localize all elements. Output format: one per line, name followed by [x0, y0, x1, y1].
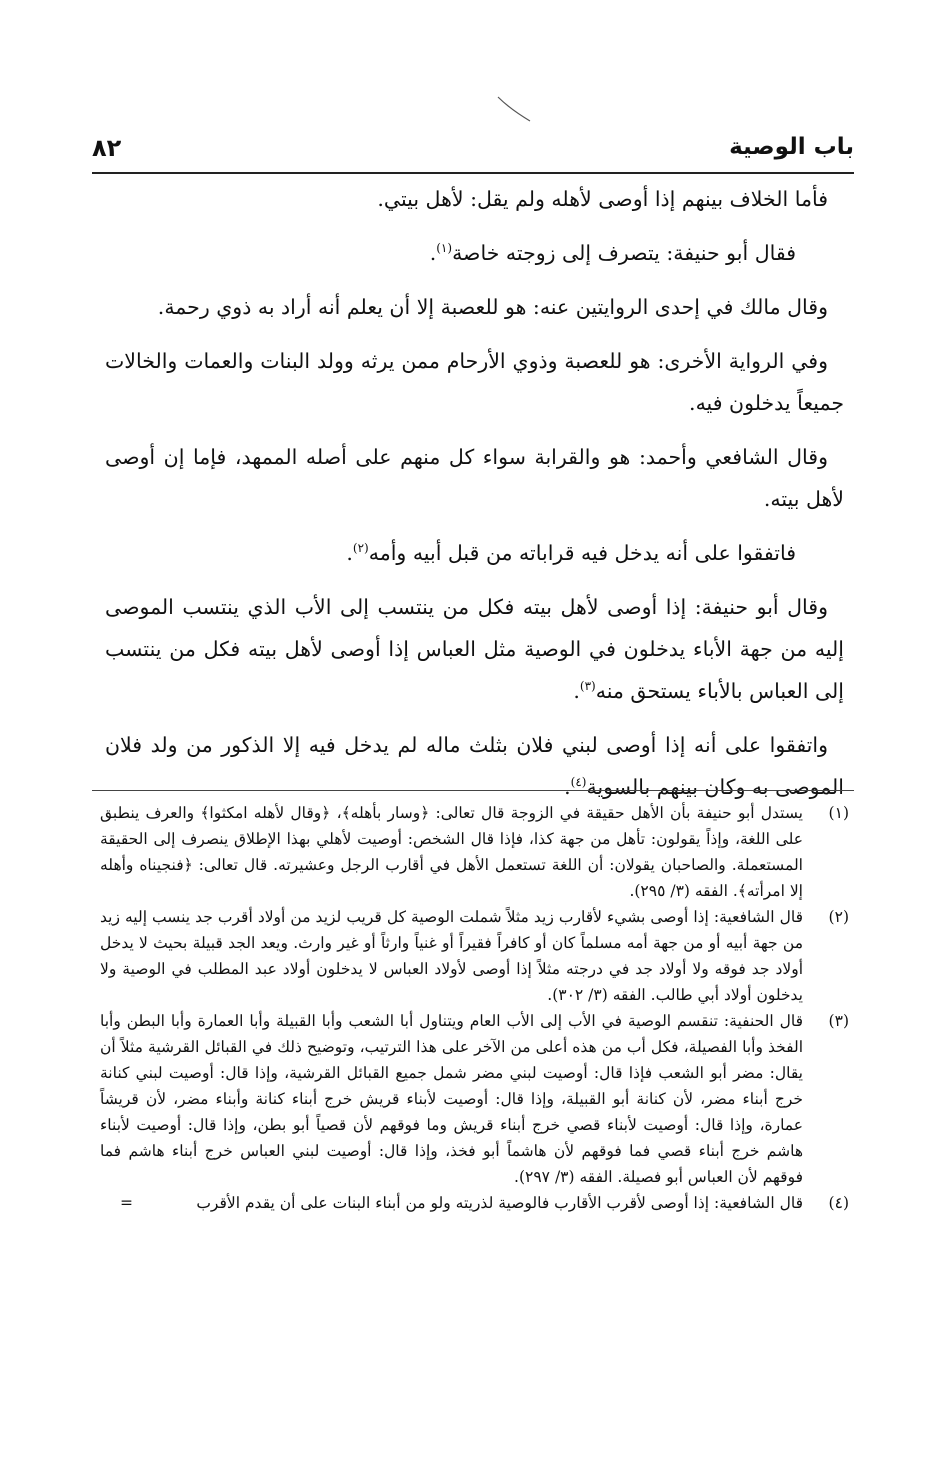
footnote-number: (٣) — [828, 1012, 849, 1030]
footnote-ref: (٤) — [570, 775, 587, 790]
paragraph: وقال الشافعي وأحمد: هو والقرابة سواء كل منهم على أصله الممهد، فإما إن أوصى لأهل بيته. — [105, 445, 844, 511]
footnote — [100, 1190, 849, 1216]
main-text — [105, 178, 844, 820]
footnote — [100, 1008, 849, 1190]
page-number: ٨٢ — [92, 134, 122, 162]
paragraph: فقال أبو حنيفة: يتصرف إلى زوجته خاصة$^{(١)}$. — [429, 241, 796, 265]
paragraph: وقال مالك في إحدى الروايتين عنه: هو للعصبة إلا أن يعلم أنه أراد به ذوي رحمة. — [157, 295, 828, 319]
paragraph: فاتفقوا على أنه يدخل فيه قراباته من قبل أبيه وأمه$^{(٢)}$. — [346, 541, 796, 565]
paragraph: وفي الرواية الأخرى: هو للعصبة وذوي الأرحام ممن يرثه وولد البنات والعمات والخالات جميعاً يدخلون فيه. — [105, 349, 844, 415]
footnote-ref: (٣) — [579, 679, 596, 694]
page-header — [92, 128, 854, 174]
footnote-text: قال الشافعية: إذا أوصى بشيء لأقارب زيد مثلاً شملت الوصية كل قريب لزيد من أولاد أقرب جد ينسب إليه زيد من جهة أبيه أو من جهة أمه مسلماً كان أو كافراً فقيراً أو غنياً وارثاً أو غير وارث. ويعد الجد قبيلة بحيث لا يدخل أولاد جد فوقه ولا أولاد جد في درجته مثلاً إذا أوصى لأولاد العباس لا يدخلون أولاد عبد المطلب في الوصية ولا يدخلون أولاد أبي طالب. الفقه (٣/ ٣٠٢). — [100, 908, 803, 1004]
footnote-ref: (١) — [436, 241, 453, 256]
chapter-title: باب الوصية — [729, 134, 854, 160]
paragraph: فأما الخلاف بينهم إذا أوصى لأهله ولم يقل: لأهل بيتي. — [377, 187, 828, 211]
footnote-number: (٤) — [828, 1194, 849, 1212]
footnote-text: قال الشافعية: إذا أوصى لأقرب الأقارب فالوصية لذريته ولو من أبناء البنات على أن يقدم الأقرب — [196, 1194, 803, 1212]
paragraph: واتفقوا على أنه إذا أوصى لبني فلان بثلث ماله لم يدخل فيه إلا الذكور من ولد فلان الموصى به وكان بينهم بالسوية$^{(٤)}$. — [105, 733, 844, 799]
paragraph: وقال أبو حنيفة: إذا أوصى لأهل بيته فكل من ينتسب إلى الأب الذي ينتسب الموصى إليه من جهة الأباء يدخلون في الوصية مثل العباس إذا أوصى لأهل بيته فكل من ينتسب إلى العباس بالأباء يستحق منه$^{(٣)}$. — [105, 595, 844, 703]
footnote-text: قال الحنفية: تنقسم الوصية في الأب إلى الأب العام ويتناول أبا الشعب وأبا القبيلة وأبا العمارة وأبا البطن وأبا الفخذ وأبا الفصيلة، فكل أب من هذه أعلى من الآخر على هذا الترتيب، وتوضيح ذلك في القبائل القرشية مثلاً أن يقال: مضر أبو الشعب فإذا قال: أوصيت لبني مضر شمل جميع القبائل القرشية، وإذا قال: أوصيت لبني كنانة خرج أبناء مضر، لأن كنانة أبو القبيلة، وإذا قال: أوصيت لأبناء قريش خرج أبناء كنانة وأبناء مضر، لأن قريشاً عمارة، وإذا قال: أوصيت لأبناء قصي خرج أبناء قريش وما فوقهم لأن قصياً أبو بطن، وإذا قال: أوصيت لأبناء هاشم خرج أبناء قصي فما فوقهم لأن هاشماً أبو فخذ، وإذا قال: أوصيت لبني العباس خرج أبناء هاشم فما فوقهم لأن العباس أبو فصيلة. الفقه (٣/ ٢٩٧). — [100, 1012, 803, 1186]
footnote-text: يستدل أبو حنيفة بأن الأهل حقيقة في الزوجة قال تعالى: ﴿وسار بأهله﴾، ﴿وقال لأهله امكثوا﴾ والعرف ينطبق على اللغة، وإذاً يقولون: تأهل من جهة كذا، فإذا قال الشخص: أوصيت لأهلي بهذا الإطلاق ينصرف إلى الحقيقة المستعملة. والصاحبان يقولان: أن اللغة تستعمل الأهل في أقارب الرجل وعشيرته. قال تعالى: ﴿فنجيناه وأهله إلا امرأته﴾. الفقه (٣/ ٢٩٥). — [100, 804, 803, 900]
footnote — [100, 800, 849, 904]
footnote-number: (١) — [828, 804, 849, 822]
footnote-number: (٢) — [828, 908, 849, 926]
continuation-mark: = — [120, 1194, 133, 1212]
footnote-separator — [92, 790, 854, 791]
footnotes — [100, 800, 849, 1216]
footnote — [100, 904, 849, 1008]
footnote-ref: (٢) — [352, 541, 369, 556]
pen-mark — [496, 95, 534, 123]
